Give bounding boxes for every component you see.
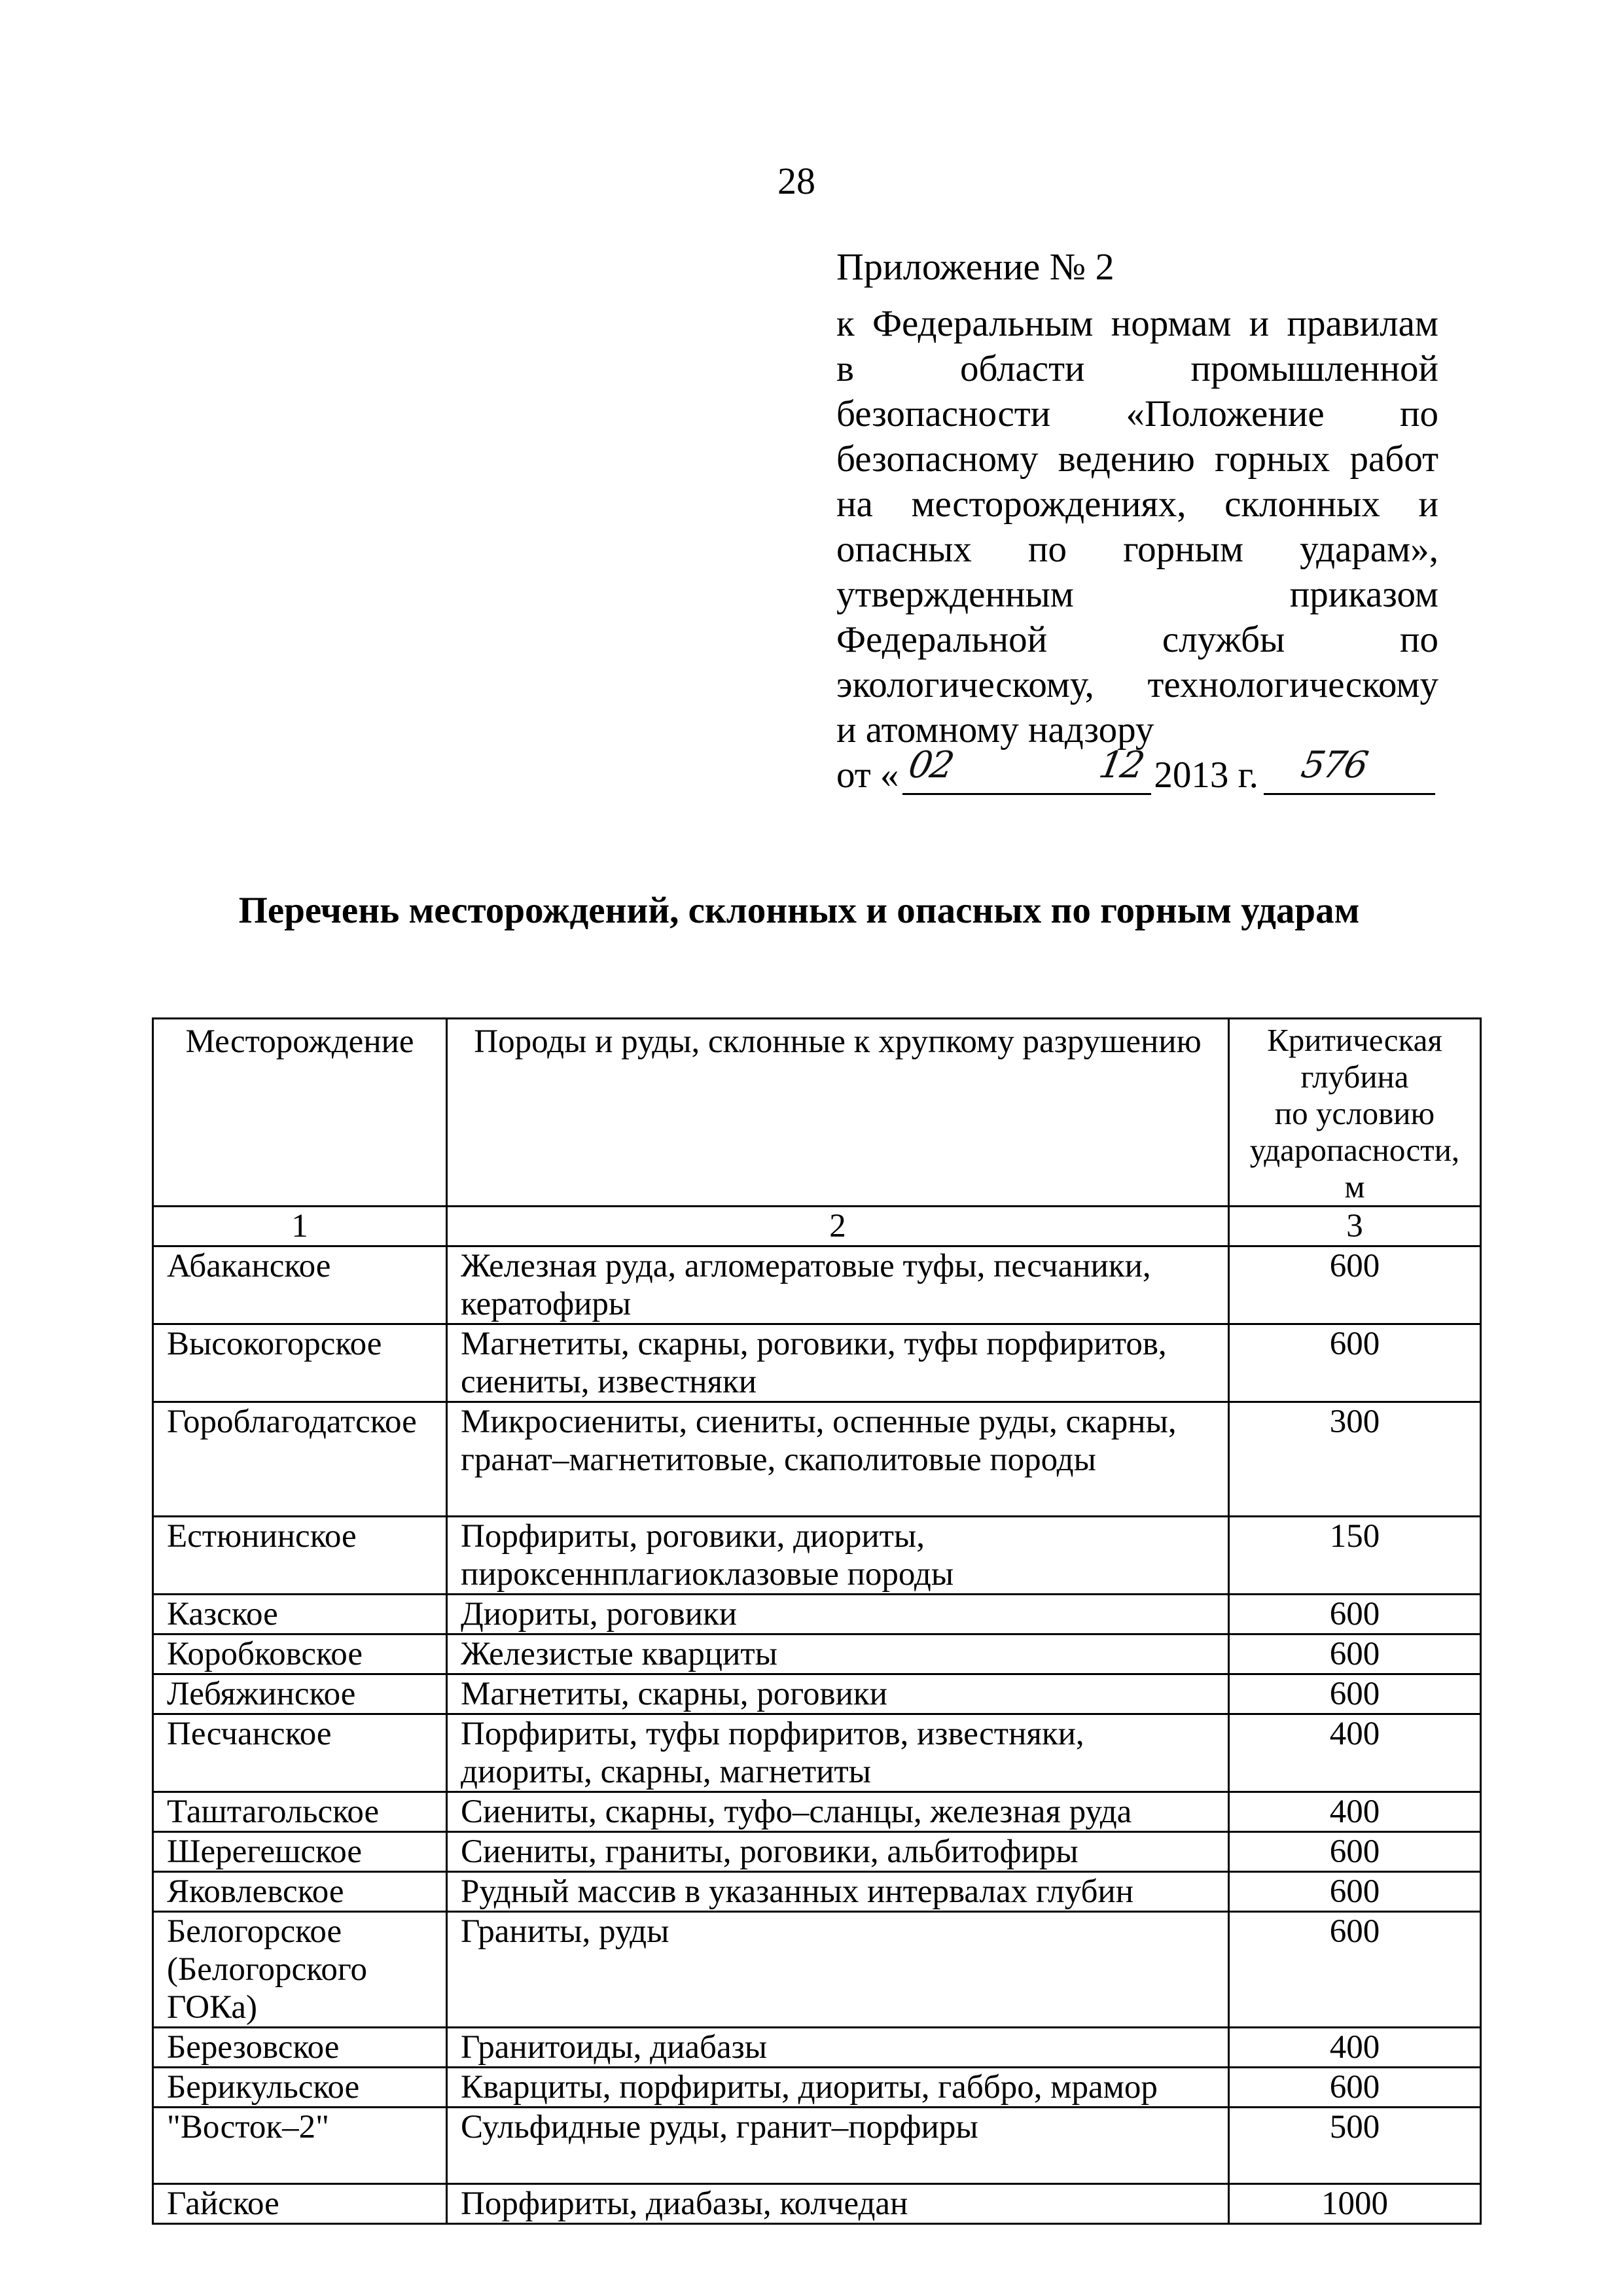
- table-row: [153, 2184, 1481, 2224]
- deposit-cell: [153, 1912, 447, 2028]
- rocks-cell: [447, 1246, 1229, 1324]
- header-critical-depth: [1229, 1019, 1481, 1207]
- rocks-line: Магнетиты, скарны, роговики: [461, 1676, 887, 1712]
- rocks-line: Диориты, роговики: [461, 1596, 738, 1633]
- handwritten-month: 12: [1096, 744, 1147, 786]
- rocks-line: Граниты, руды: [461, 1913, 669, 1950]
- rocks-cell: [447, 1792, 1229, 1832]
- critical-depth-cell: 600: [1229, 1634, 1481, 1674]
- header-depth-line: Критическая: [1267, 1022, 1442, 1058]
- critical-depth-cell: 500: [1229, 2108, 1481, 2184]
- rocks-line: Железистые кварциты: [461, 1636, 777, 1672]
- table-row: [153, 1872, 1481, 1912]
- header-deposit: Месторождение: [153, 1019, 447, 1207]
- deposit-cell: [153, 1246, 447, 1324]
- handwritten-order-number: 576: [1298, 744, 1370, 786]
- deposit-name: Гайское: [167, 2185, 279, 2222]
- deposit-name: ГОКа): [167, 1989, 258, 2026]
- deposit-cell: [153, 1634, 447, 1674]
- table-row: [153, 1246, 1481, 1324]
- rocks-line: диориты, скарны, магнетиты: [461, 1754, 871, 1790]
- deposit-cell: [153, 2108, 447, 2184]
- table-row: [153, 2068, 1481, 2108]
- deposit-name: Лебяжинское: [167, 1676, 356, 1712]
- rocks-line: Железная руда, агломератовые туфы, песчаники,: [461, 1248, 1151, 1284]
- critical-depth-cell: 400: [1229, 1714, 1481, 1792]
- rocks-line: Магнетиты, скарны, роговики, туфы порфиритов,: [461, 1326, 1167, 1362]
- column-number: 1: [153, 1207, 447, 1246]
- header-depth-line: глубина: [1300, 1059, 1409, 1095]
- rocks-line: Кварциты, порфириты, диориты, габбро, мрамор: [461, 2069, 1158, 2106]
- deposits-table: [152, 1017, 1482, 2225]
- deposit-name: Шерегешское: [167, 1833, 362, 1870]
- table-row: [153, 1792, 1481, 1832]
- rocks-line: Сиениты, граниты, роговики, альбитофиры: [461, 1833, 1079, 1870]
- deposit-name: Таштагольское: [167, 1793, 380, 1830]
- rocks-cell: [447, 1912, 1229, 2028]
- rocks-cell: [447, 1402, 1229, 1517]
- rocks-cell: [447, 1634, 1229, 1674]
- column-number: 3: [1229, 1207, 1481, 1246]
- table-row: [153, 1324, 1481, 1402]
- deposit-name: Коробковское: [167, 1636, 363, 1672]
- critical-depth-cell: 600: [1229, 2068, 1481, 2108]
- rocks-line: Порфириты, диабазы, колчедан: [461, 2185, 908, 2222]
- deposit-cell: [153, 1792, 447, 1832]
- table-row: [153, 1832, 1481, 1872]
- document-title: Перечень месторождений, склонных и опасных по горным ударам: [238, 890, 1360, 931]
- critical-depth-cell: 300: [1229, 1402, 1481, 1517]
- deposit-cell: [153, 1872, 447, 1912]
- deposit-name: Берикульское: [167, 2069, 360, 2106]
- deposit-cell: [153, 1324, 447, 1402]
- critical-depth-cell: 1000: [1229, 2184, 1481, 2224]
- critical-depth-cell: 600: [1229, 1872, 1481, 1912]
- deposit-name: Гороблагодатское: [167, 1404, 417, 1440]
- annex-reference-block: [836, 301, 1438, 798]
- rocks-cell: [447, 1324, 1229, 1402]
- rocks-cell: [447, 2108, 1229, 2184]
- critical-depth-cell: 600: [1229, 1324, 1481, 1402]
- table-row: [153, 1517, 1481, 1595]
- critical-depth-cell: 400: [1229, 1792, 1481, 1832]
- deposit-name: Абаканское: [167, 1248, 331, 1284]
- annex-line: экологическому, технологическому: [836, 664, 1438, 705]
- rocks-cell: [447, 1714, 1229, 1792]
- deposit-cell: [153, 1674, 447, 1714]
- table-row: [153, 1912, 1481, 2028]
- date-prefix: от «: [836, 754, 899, 796]
- rocks-cell: [447, 1517, 1229, 1595]
- deposit-cell: [153, 2184, 447, 2224]
- month-field: [1033, 744, 1151, 795]
- annex-line: опасных по горным ударам»,: [836, 529, 1438, 570]
- rocks-line: кератофиры: [461, 1286, 632, 1322]
- column-number: 2: [447, 1207, 1229, 1246]
- deposit-cell: [153, 1402, 447, 1517]
- table-header-row: [153, 1019, 1481, 1207]
- rocks-line: Рудный массив в указанных интервалах глубин: [461, 1873, 1133, 1910]
- deposit-cell: [153, 1714, 447, 1792]
- column-number-row: [153, 1207, 1481, 1246]
- annex-line: Федеральной службы по: [836, 619, 1438, 660]
- header-depth-line: по условию: [1274, 1095, 1435, 1131]
- rocks-cell: [447, 2184, 1229, 2224]
- deposit-cell: [153, 1517, 447, 1595]
- annex-line: на месторождениях, склонных и: [836, 484, 1438, 525]
- rocks-line: Гранитоиды, диабазы: [461, 2029, 767, 2066]
- deposit-name: Высокогорское: [167, 1326, 382, 1362]
- table-row: [153, 2108, 1481, 2184]
- annex-line: безопасности «Положение по: [836, 393, 1438, 434]
- rocks-line: сиениты, известняки: [461, 1364, 757, 1400]
- rocks-line: гранат–магнетитовые, скаполитовые породы: [461, 1441, 1096, 1478]
- deposit-name: Казское: [167, 1596, 278, 1633]
- annex-line: утвержденным приказом: [836, 574, 1438, 615]
- critical-depth-cell: 600: [1229, 1595, 1481, 1634]
- page-number: 28: [777, 160, 815, 202]
- annex-line: безопасному ведению горных работ: [836, 438, 1438, 480]
- table-row: [153, 1674, 1481, 1714]
- rocks-cell: [447, 2068, 1229, 2108]
- table-row: [153, 1634, 1481, 1674]
- order-number-field: [1264, 744, 1435, 795]
- header-depth-line: м: [1344, 1169, 1365, 1205]
- deposit-name: Яковлевское: [167, 1873, 344, 1910]
- rocks-line: Порфириты, роговики, диориты,: [461, 1518, 925, 1555]
- deposit-cell: [153, 1595, 447, 1634]
- rocks-cell: [447, 2028, 1229, 2068]
- rocks-cell: [447, 1872, 1229, 1912]
- annex-heading: Приложение № 2: [836, 245, 1115, 288]
- order-date-line: [836, 744, 1438, 798]
- table-row: [153, 1714, 1481, 1792]
- day-field: [902, 744, 1033, 795]
- critical-depth-cell: 600: [1229, 1246, 1481, 1324]
- critical-depth-cell: 400: [1229, 2028, 1481, 2068]
- deposit-cell: [153, 1832, 447, 1872]
- rocks-line: пироксеннплагиоклазовые породы: [461, 1556, 954, 1593]
- critical-depth-cell: 600: [1229, 1912, 1481, 2028]
- critical-depth-cell: 600: [1229, 1832, 1481, 1872]
- table-row: [153, 1595, 1481, 1634]
- rocks-line: Сульфидные руды, гранит–порфиры: [461, 2109, 978, 2146]
- rocks-cell: [447, 1674, 1229, 1714]
- annex-line: в области промышленной: [836, 348, 1438, 389]
- deposit-name: Песчанское: [167, 1716, 332, 1752]
- critical-depth-cell: 600: [1229, 1674, 1481, 1714]
- rocks-cell: [447, 1832, 1229, 1872]
- rocks-cell: [447, 1595, 1229, 1634]
- year-text: 2013 г.: [1154, 754, 1258, 796]
- critical-depth-cell: 150: [1229, 1517, 1481, 1595]
- rocks-line: Микросиениты, сиениты, оспенные руды, скарны,: [461, 1404, 1177, 1440]
- rocks-line: Порфириты, туфы порфиритов, известняки,: [461, 1716, 1084, 1752]
- annex-line: и атомному надзору: [836, 709, 1154, 751]
- deposit-cell: [153, 2028, 447, 2068]
- table-row: [153, 1402, 1481, 1517]
- deposit-name: Белогорское: [167, 1913, 342, 1950]
- deposit-name: Березовское: [167, 2029, 340, 2066]
- handwritten-day: 02: [905, 744, 956, 786]
- header-rocks: Породы и руды, склонные к хрупкому разрушению: [447, 1019, 1229, 1207]
- deposit-name: (Белогорского: [167, 1951, 367, 1988]
- deposit-cell: [153, 2068, 447, 2108]
- annex-line: к Федеральным нормам и правилам: [836, 303, 1438, 344]
- deposit-name: Естюнинское: [167, 1518, 357, 1555]
- header-depth-line: ударопасности,: [1249, 1132, 1460, 1168]
- deposit-name: "Восток–2": [167, 2109, 329, 2146]
- rocks-line: Сиениты, скарны, туфо–сланцы, железная руда: [461, 1793, 1132, 1830]
- table-row: [153, 2028, 1481, 2068]
